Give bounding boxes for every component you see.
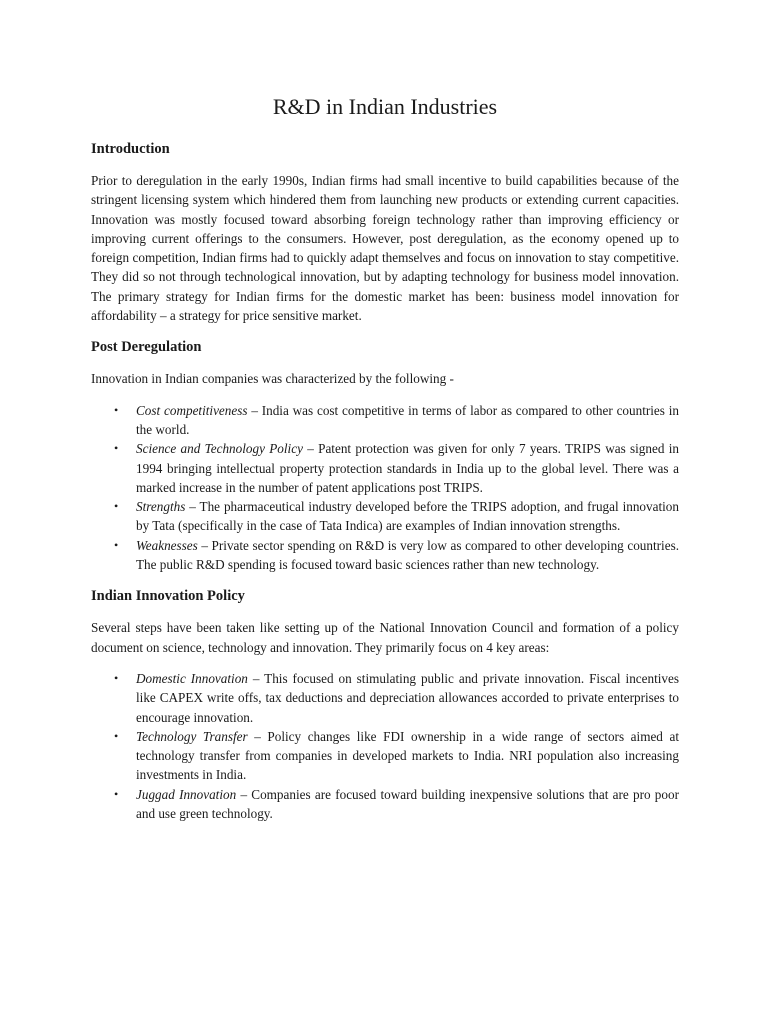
list-item-term: Juggad Innovation [136,786,237,802]
list-item [91,401,679,440]
list-item-term: Technology Transfer [136,728,248,744]
section-heading-innovation-policy: Indian Innovation Policy [91,588,245,605]
list-item-term: Strengths [136,499,186,515]
innovation-policy-intro: Several steps have been taken like setting up of the National Innovation Council and formation of a policy document on science, technology and innovation. They primarily focus on 4 key areas: [91,620,679,655]
list-item-term: Cost competitiveness [136,402,248,418]
list-item [91,669,679,727]
list-item-term: Domestic Innovation [136,670,248,686]
list-item [91,727,679,785]
introduction-paragraph: Prior to deregulation in the early 1990s, Indian firms had small incentive to build capabilities because of the stringent licensing system which hindered them from launching new products or extending current capacities. Innovation was mostly focused toward absorbing foreign technology rather than improving efficiency or improving current offerings to the consumers. However, post deregulation, as the economy opened up to foreign competition, Indian firms had to quickly adapt themselves and focus on innovation to stay competitive. They did so not through technological innovation, but by adapting technology for business model innovation. The primary strategy for Indian firms for the domestic market has been: business model innovation for affordability – a strategy for price sensitive market. [91,173,679,324]
list-item [91,785,679,824]
list-item [91,439,679,497]
section-innovation-policy [91,586,679,823]
bullet-icon: • [114,402,119,417]
section-introduction [91,139,679,325]
list-item-text: – Companies are focused toward building inexpensive solutions that are pro poor and use green technology. [136,786,679,822]
section-post-deregulation [91,337,679,574]
bullet-icon: • [114,441,119,456]
post-deregulation-intro: Innovation in Indian companies was characterized by the following - [91,371,454,387]
list-item [91,536,679,575]
section-heading-introduction: Introduction [91,141,170,157]
list-item-text: – The pharmaceutical industry developed before the TRIPS adoption, and frugal innovation by Tata (specifically in the case of Tata Indica) are examples of Indian innovation strengths. [136,499,679,534]
list-item [91,497,679,536]
bullet-icon: • [114,786,119,801]
list-item-text: – This focused on stimulating public and private innovation. Fiscal incentives like CAPEX write offs, tax deductions and depreciation allowances accorded to private enterprises to encourage innovation. [136,670,679,725]
section-heading-post-deregulation: Post Deregulation [91,339,202,356]
list-item-text: – India was cost competitive in terms of labor as compared to other countries in the world. [136,402,679,437]
list-item-text: – Patent protection was given for only 7 years. TRIPS was signed in 1994 bringing intellectual property protection standards in India up to the global level. There was a marked increase in the number of patent applications post TRIPS. [136,441,679,495]
post-deregulation-list [91,401,679,575]
bullet-icon: • [114,499,119,514]
list-item-text: – Policy changes like FDI ownership in a wide range of sectors aimed at technology transfer from companies in developed markets to India. NRI population also increasing investments in India. [136,728,680,783]
list-item-term: Weaknesses [136,537,198,553]
bullet-icon: • [114,670,119,685]
innovation-policy-list [91,669,679,823]
list-item-text: – Private sector spending on R&D is very low as compared to other developing countries. The public R&D spending is focused toward basic sciences rather than new technology. [136,537,679,573]
list-item-term: Science and Technology Policy [136,441,303,457]
document-title: R&D in Indian Industries [272,94,498,119]
bullet-icon: • [114,537,119,552]
bullet-icon: • [114,728,119,743]
